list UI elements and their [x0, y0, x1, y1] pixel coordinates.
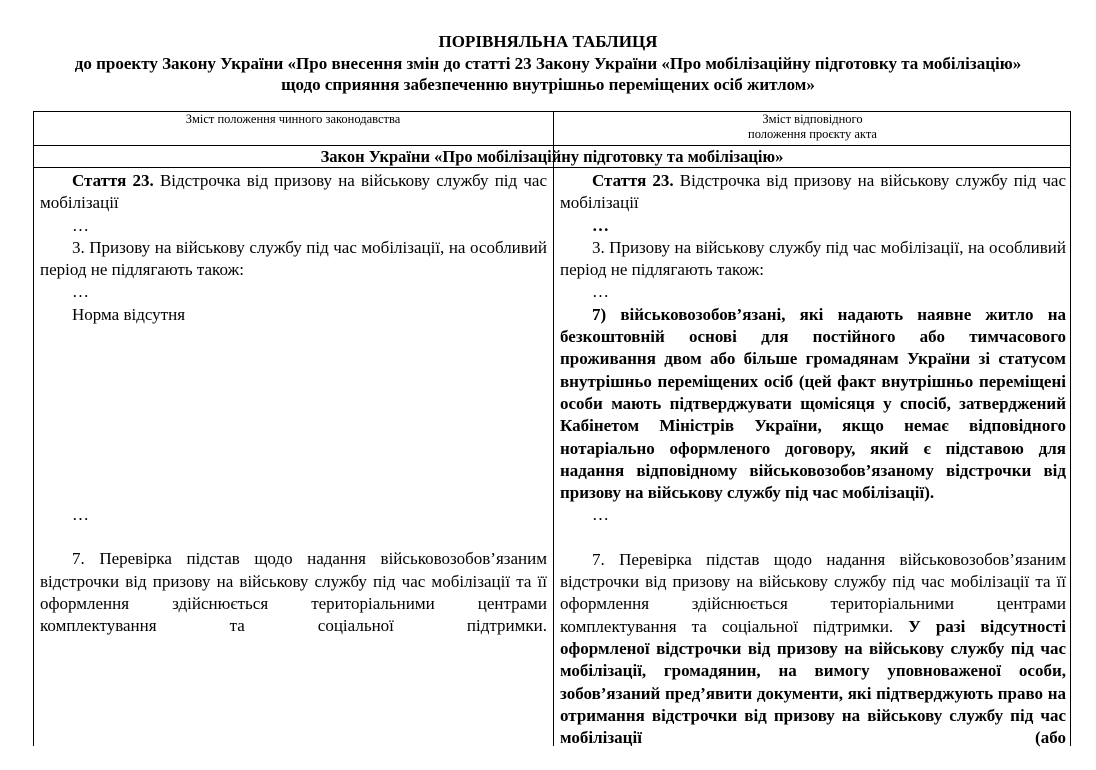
paragraph-3: 3. Призову на військову службу під час мобілізації, на особливий період не підлягають також:	[40, 237, 547, 280]
ellipsis: …	[592, 215, 609, 235]
article-label: Стаття 23.	[72, 171, 154, 190]
article-text: Відстрочка від призову на військову службу під час мобілізації	[40, 171, 547, 213]
ellipsis: …	[592, 282, 609, 302]
right-column-header-line1: Зміст відповідного	[762, 112, 863, 126]
article-heading	[40, 170, 547, 215]
right-column-header	[554, 112, 1071, 142]
column-divider	[553, 111, 554, 746]
article-text: Відстрочка від призову на військову службу під час мобілізації	[560, 171, 1066, 213]
norm-absent: Норма відсутня	[72, 304, 186, 324]
article-heading	[560, 170, 1066, 215]
current-law-column	[40, 170, 547, 638]
ellipsis: …	[72, 215, 89, 235]
article-label: Стаття 23.	[592, 171, 674, 190]
new-item-7: 7) військовозобов’язані, які надають наявне житло на безкоштовній основі для постійного або тимчасового проживання двом або більше громадянам України зі статусом внутрішньо переміщених осіб (цей факт внутрішньо переміщені особи мають підтверджувати щомісяця у спосіб, затверджений Кабінетом Міністрів України, якщо немає відповідного нотаріально оформленого договору, який є підставою для надання відповідному військовозобов’язаному відстрочки від призову на військову службу під час мобілізації).	[560, 304, 1066, 503]
document-title: ПОРІВНЯЛЬНА ТАБЛИЦЯ	[438, 32, 658, 51]
left-column-header: Зміст положення чинного законодавства	[185, 112, 401, 126]
paragraph-7-existing-text: 7. Перевірка підстав щодо надання військовозобов’язаним відстрочки від призову на військову службу під час мобілізації та її оформлення здійснюється територіальними центрами комплектування та соціальної підтримки.	[560, 549, 1066, 636]
paragraph-7-added-text: У разі відсутності оформленої відстрочки від призову на військову службу під час мобілізації, громадянин, на вимогу уповноваженої особи, зобов’язаний пред’явити документи, які підтверджують право на отримання відстрочки від призову на військову службу під час мобілізації (або	[560, 616, 1067, 748]
header-divider	[33, 145, 1071, 146]
law-title: Закон України «Про мобілізаційну підготовку та мобілізацію»	[320, 147, 784, 166]
document-subtitle: до проекту Закону України «Про внесення змін до статті 23 Закону України «Про мобілізаційну підготовку та мобілізацію» щодо сприяння забезпеченню внутрішньо переміщених осіб житлом»	[74, 54, 1022, 94]
paragraph-3: 3. Призову на військову службу під час мобілізації, на особливий період не підлягають також:	[560, 237, 1066, 280]
ellipsis: …	[592, 505, 609, 525]
draft-law-column	[560, 170, 1066, 749]
right-column-header-line2: положення проєкту акта	[748, 127, 877, 141]
paragraph-7-amended	[560, 549, 1066, 750]
law-title-divider	[33, 167, 1071, 168]
ellipsis: …	[72, 282, 89, 302]
ellipsis: …	[72, 505, 89, 525]
paragraph-7: 7. Перевірка підстав щодо надання військовозобов’язаним відстрочки від призову на військову службу під час мобілізації та її оформлення здійснюється територіальними центрами комплектування та соціальної підтримки.	[40, 549, 547, 636]
